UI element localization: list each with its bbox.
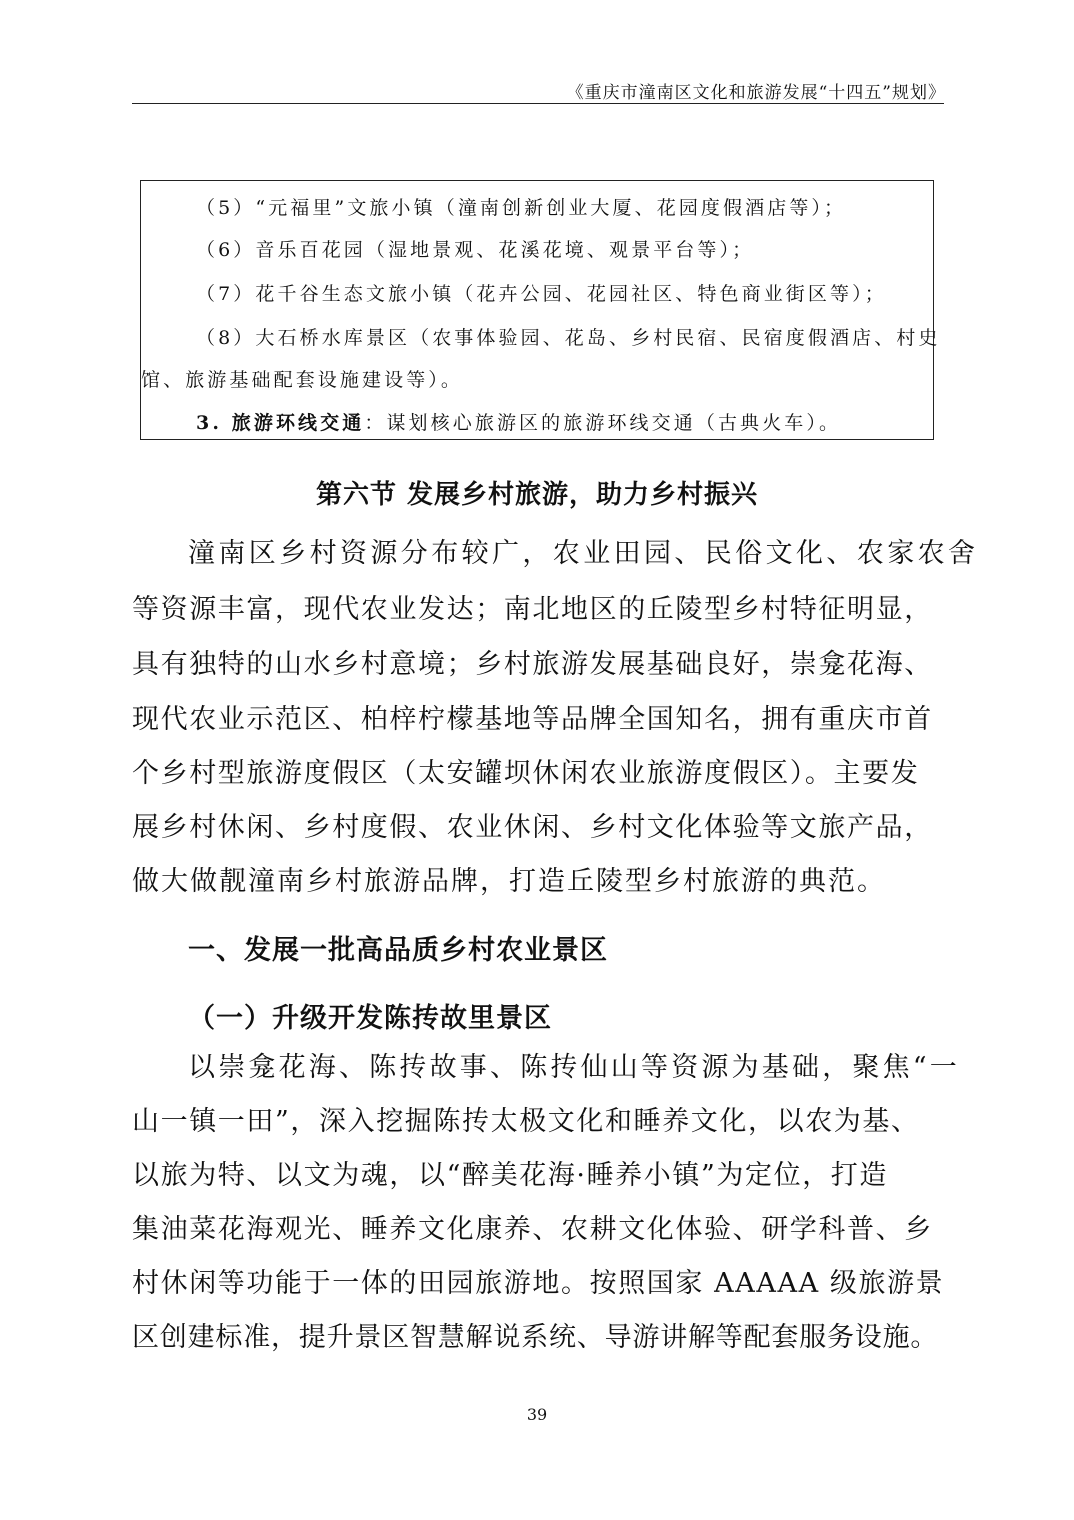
paragraph1-line: 具有独特的山水乡村意境；乡村旅游发展基础良好，崇龛花海、 <box>132 649 933 680</box>
box-line-7: （7）花千谷生态文旅小镇（花卉公园、花园社区、特色商业街区等）； <box>196 283 887 305</box>
paragraph1-line: 等资源丰富，现代农业发达；南北地区的丘陵型乡村特征明显， <box>132 594 933 625</box>
paragraph2-line: 区创建标准，提升景区智慧解说系统、导游讲解等配套服务设施。 <box>132 1322 939 1353</box>
paragraph1-line: 个乡村型旅游度假区（太安罐坝休闲农业旅游度假区）。主要发 <box>132 758 920 789</box>
paragraph2-line: 以崇龛花海、陈抟故事、陈抟仙山等资源为基础，聚焦“一 <box>188 1052 961 1083</box>
transport-text: ：谋划核心旅游区的旅游环线交通（古典火车）。 <box>364 412 842 434</box>
page-number: 39 <box>526 1405 548 1424</box>
project-list-box <box>140 180 941 440</box>
header-divider <box>132 103 944 104</box>
paragraph1-line: 做大做靓潼南乡村旅游品牌，打造丘陵型乡村旅游的典范。 <box>132 866 886 897</box>
heading-level2: （一）升级开发陈抟故里景区 <box>188 1003 552 1034</box>
heading-level1: 一、发展一批高品质乡村农业景区 <box>188 935 608 966</box>
paragraph1-line: 展乡村休闲、乡村度假、农业休闲、乡村文化体验等文旅产品， <box>132 812 933 843</box>
box-line-6: （6）音乐百花园（湿地景观、花溪花境、观景平台等）； <box>196 239 755 261</box>
paragraph1-line: 现代农业示范区、柏梓柠檬基地等品牌全国知名，拥有重庆市首 <box>132 704 933 735</box>
running-header-title: 《重庆市潼南区文化和旅游发展“十四五”规划》 <box>566 83 946 103</box>
transport-label: 3. 旅游环线交通 <box>196 412 365 434</box>
box-line-8: （8）大石桥水库景区（农事体验园、花岛、乡村民宿、民宿度假酒店、村史 <box>196 327 941 349</box>
paragraph2-line: 村休闲等功能于一体的田园旅游地。按照国家 AAAAA 级旅游景 <box>132 1268 945 1299</box>
paragraph2-line: 集油菜花海观光、睡养文化康养、农耕文化体验、研学科普、乡 <box>132 1214 933 1245</box>
paragraph2-line: 以旅为特、以文为魂，以“醉美花海·睡养小镇”为定位，打造 <box>132 1160 888 1191</box>
section-heading: 第六节 发展乡村旅游，助力乡村振兴 <box>315 480 759 510</box>
box-line-8-cont: 馆、旅游基础配套设施建设等）。 <box>141 369 464 391</box>
paragraph1-line: 潼南区乡村资源分布较广，农业田园、民俗文化、农家农舍 <box>188 538 979 569</box>
box-line-transport <box>141 414 933 433</box>
paragraph2-line: 山一镇一田”，深入挖掘陈抟太极文化和睡养文化，以农为基、 <box>132 1106 920 1137</box>
box-line-5: （5）“元福里”文旅小镇（潼南创新创业大厦、花园度假酒店等）； <box>196 197 847 219</box>
